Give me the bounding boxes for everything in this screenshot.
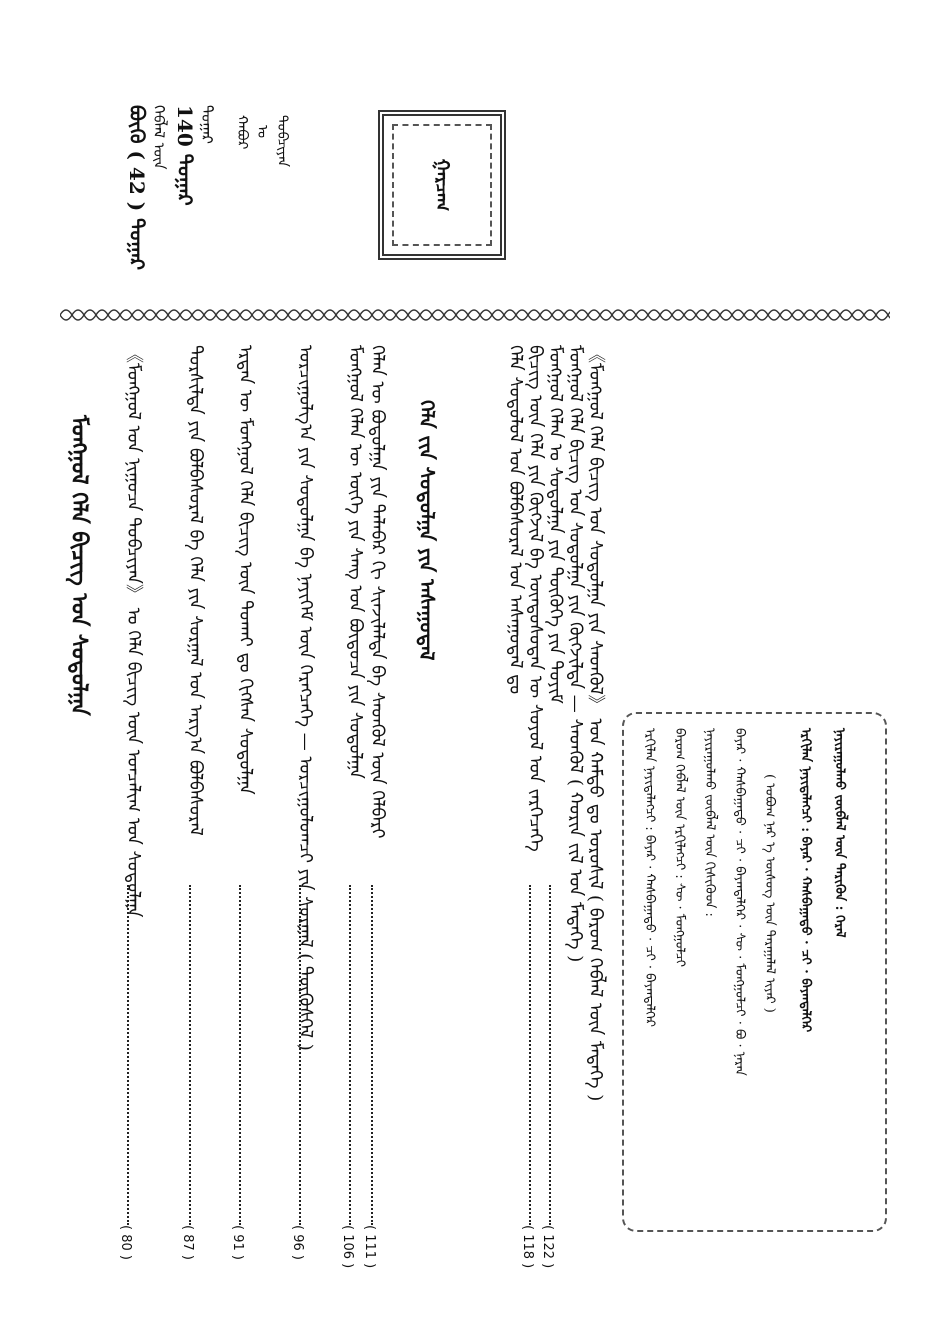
toc-page-number: ( 96 ) (290, 1225, 305, 1260)
info-line: ( ᠣᠪᠣᠭ ᠨᠡᠷ ᠡ ᠦᠰᠦᠭ ᠦᠨ ᠳᠠᠷᠠᠭᠠᠯᠠᠯ ᠢᠶᠠᠷ ) (762, 774, 777, 1013)
info-line: ᠡᠷᠬᠢᠯᠡᠨ ᠨᠡᠶᠢᠲᠡᠯᠡᠭᠴᠢ : ᠪᠠᠶᠠᠷ · ᠬᠠᠰᠪᠠᠭᠠᠲᠤ · ᠴᠢ · ᠪᠠᠶᠠᠨᠳᠡᠯᠭᠡᠷ (798, 728, 813, 1033)
toc-dot-leader (299, 885, 301, 1225)
toc-item-title: ᠮᠣᠩᠭᠣᠯ ᠬᠡᠯᠡ ᠪᠢᠴᠢᠭ ᠤᠨ ᠰᠤᠳᠤᠯᠭᠠ ᠶᠢᠨ ᠬᠥᠭᠵᠢᠯᠲᠡ — ᠰᠡᠳᠬᠦᠯ ( ᠬᠣᠷᠢᠨ ᠵᠢᠯ ᠤᠨ ᠮᠡᠳᠡᠭᠡ ) (565, 345, 586, 963)
toc-item-title: ᠮᠣᠩᠭᠣᠯ ᠬᠡᠯᠡᠨ ᠦ ᠦᠭᠡ ᠶᠢᠨ ᠰᠠᠩ ᠤᠨ ᠪᠦᠲᠦᠴᠡ ᠶᠢᠨ ᠰᠤᠳᠤᠯᠭᠠ (345, 345, 366, 779)
toc-item-title: ᠬᠡᠯᠡ ᠰᠤᠳᠤᠯᠤᠯ ᠤᠨ ᠪᠣᠯᠪᠠᠰᠤᠷᠠᠯ ᠤᠨ ᠠᠰᠠᠭᠤᠳᠠᠯ ᠳᠤ (505, 345, 526, 695)
info-line: ᠨᠠᠶᠢᠷᠠᠭᠤᠯᠬᠤ ᠵᠥᠪᠯᠡᠯ ᠦᠨ ᠭᠢᠰᠢᠭᠦᠳ : (702, 728, 717, 917)
info-line: ᠪᠠᠶᠠᠷ · ᠬᠠᠰᠪᠠᠭᠠᠲᠤ · ᠴᠢ · ᠪᠠᠶᠠᠨᠳᠡᠯᠭᠡᠷ · ᠰᠦ · ᠮᠣᠩᠭᠣᠯᠴᠢ · ᠪᠣ · ᠨᠠᠷᠠᠨ (732, 728, 747, 1076)
toc-dot-leader (371, 885, 373, 1225)
toc-item-title: ᠡᠷᠲᠡᠨ ᠦ ᠮᠣᠩᠭᠣᠯ ᠬᠡᠯᠡ ᠪᠢᠴᠢᠭ ᠦᠨ ᠲᠤᠬᠠᠢ ᠳᠤ ᠬᠢᠭᠰᠡᠨ ᠰᠤᠳᠤᠯᠭᠠ (235, 345, 256, 795)
toc-page-number: ( 87 ) (180, 1225, 195, 1260)
editorial-info-box (622, 712, 887, 1232)
toc-item-title: 《ᠮᠣᠩᠭᠣᠯ ᠤᠨ ᠨᠢᠭᠤᠴᠠ ᠲᠣᠪᠴᠢᠶᠠᠨ》 ᠤ ᠬᠡᠯᠡ ᠪᠢᠴᠢᠭ ᠦᠨ ᠣᠨᠴᠠᠯᠢᠭ ᠤᠨ ᠰᠤᠳᠤᠯᠭᠠ (123, 345, 144, 918)
toc-dot-leader (239, 885, 241, 1225)
toc-page-number: ( 91 ) (230, 1225, 245, 1260)
toc-item-title: ᠲᠤᠷᠰᠢᠯᠲᠠ ᠶᠢᠨ ᠪᠣᠯᠪᠠᠰᠤᠷᠠᠯ ᠪᠠ ᠬᠡᠯᠡ ᠶᠢᠨ ᠰᠤᠷᠭᠠᠯ ᠤᠨ ᠠᠷᠭ᠎ᠠ ᠪᠣᠯᠪᠠᠰᠤᠷᠠᠯ (185, 345, 206, 836)
issue-conjunction: ᠣ (254, 125, 270, 139)
info-line: ᠡᠷᠬᠢᠯᠡᠨ ᠨᠡᠶᠢᠲᠡᠯᠡᠭᠴᠢ : ᠪᠠᠶᠠᠷ · ᠬᠠᠰᠪᠠᠭᠠᠲᠤ · ᠴᠢ · ᠪᠠᠶᠠᠨᠳᠡᠯᠭᠡᠷ (642, 728, 657, 1027)
toc-item-title: ᠪᠢᠴᠢᠭ ᠦᠨ ᠬᠡᠯᠡ ᠶᠢᠨ ᠬᠥᠭᠵᠢᠯ ᠪᠠ ᠦᠨᠳᠦᠰᠦᠲᠡᠨ ᠦ ᠰᠣᠶᠣᠯ ᠤᠨ ᠵᠡᠷᠭᠡᠴᠡᠭᠡ (525, 345, 546, 852)
toc-item-title: 《ᠮᠣᠩᠭᠣᠯ ᠬᠡᠯᠡ ᠪᠢᠴᠢᠭ ᠤᠨ ᠰᠤᠳᠤᠯᠭᠠ ᠶᠢᠨ ᠰᠡᠳᠬᠦᠯ》 ᠤᠨ ᠬᠠᠮᠲᠤ ᠳᠤ ᠣᠷᠣᠰᠢᠯ ( ᠪᠠᠷᠤᠭ ᠬᠡᠪᠯᠡᠯ ᠦᠨ ᠮᠡᠳᠡᠭᠡ ) (585, 345, 606, 1102)
issue-season: ᠬᠠᠪᠤᠷ (234, 115, 250, 150)
toc-dot-leader (529, 885, 531, 1225)
journal-title: ᠮᠣᠩᠭᠣᠯ ᠬᠡᠯᠡ ᠪᠢᠴᠢᠭ ᠤᠨ ᠰᠤᠳᠤᠯᠭᠠ (66, 415, 92, 716)
toc-page-number: ( 106 ) (340, 1225, 355, 1269)
issue-subject: ᠲᠣᠪᠴᠢᠶᠠᠨ (274, 115, 290, 168)
toc-dot-leader (349, 885, 351, 1225)
info-line: ᠨᠠᠶᠢᠷᠠᠭᠤᠯᠬᠤ ᠵᠥᠪᠯᠡᠯ ᠦᠨ ᠲᠡᠷᠢᠭᠦᠨ : ᠭᠡᠷᠡᠯ (832, 728, 847, 938)
toc-page-number: ( 118 ) (520, 1225, 535, 1269)
toc-page-number: ( 80 ) (118, 1225, 133, 1260)
issue-suffix-line: ᠳᠤᠭᠠᠷ (198, 105, 216, 144)
toc-item-title: ᠮᠣᠩᠭᠣᠯ ᠬᠡᠯᠡᠨ ᠤ ᠰᠤᠳᠤᠯᠭᠠ ᠶᠢᠨ ᠲᠦᠭᠦᠬᠡ ᠶᠢᠨ ᠲᠣᠶᠢᠮ (545, 345, 566, 704)
toc-page-number: ( 111 ) (362, 1225, 377, 1269)
toc-dot-leader (189, 885, 191, 1225)
issue-total-line: 140 ᠳᠤᠭᠠᠷ (173, 105, 197, 206)
contents-label: ᠭᠠᠷᠴᠠᠭ (431, 158, 453, 212)
issue-number-line: ᠪᠦᠬᠦ ( 42 ) ᠳᠤᠭᠠᠷ (125, 105, 149, 271)
issue-info (120, 105, 240, 271)
info-line: ᠪᠠᠷᠤᠭ ᠬᠡᠪᠯᠡᠯ ᠦᠨ ᠡᠷᠬᠢᠯᠡᠭᠴᠢ : ᠰᠦ · ᠮᠣᠩᠭᠣᠯᠴᠢ (672, 728, 687, 968)
section-heading: ᠬᠡᠯᠡ ᠵᠢᠨ ᠰᠤᠳᠤᠯᠭᠠ ᠶᠢᠨ ᠠᠰᠠᠭᠤᠳᠠᠯ (415, 400, 439, 661)
toc-page-number: ( 122 ) (540, 1225, 555, 1269)
toc-dot-leader (549, 885, 551, 1225)
contents-label-frame (378, 110, 506, 260)
issue-label-line: ᠬᠡᠪᠯᠡᠯ ᠦᠨ (150, 105, 168, 170)
toc-item-title: ᠣᠷᠴᠢᠭᠤᠯᠭ᠎ᠠ ᠶᠢᠨ ᠰᠤᠳᠤᠯᠭᠠ ᠪᠠ ᠨᠡᠶᠢᠭᠡᠮ ᠦᠨ ᠬᠡᠷᠡᠭᠴᠡᠭᠡ — ᠣᠷᠴᠢᠭᠤᠯᠤᠭᠴᠢ ᠶᠢᠨ ᠰᠤᠷᠭᠠᠯ ( ᠲᠥᠭᠦᠰᠬᠡᠯ ) (295, 345, 316, 1051)
wave-divider (60, 304, 890, 326)
toc-item-title: ᠬᠡᠯᠡᠨ ᠦ ᠪᠣᠳᠤᠯᠭᠠ ᠶᠢᠨ ᠲᠠᠯᠠᠪᠠᠷ ᠬᠢ ᠰᠢᠨᠵᠢᠯᠡᠯᠲᠡ ᠪᠠ ᠰᠡᠳᠬᠦᠯ ᠦᠨ ᠬᠡᠯᠪᠡᠷᠢ (367, 345, 388, 839)
toc-dot-leader (127, 885, 129, 1225)
